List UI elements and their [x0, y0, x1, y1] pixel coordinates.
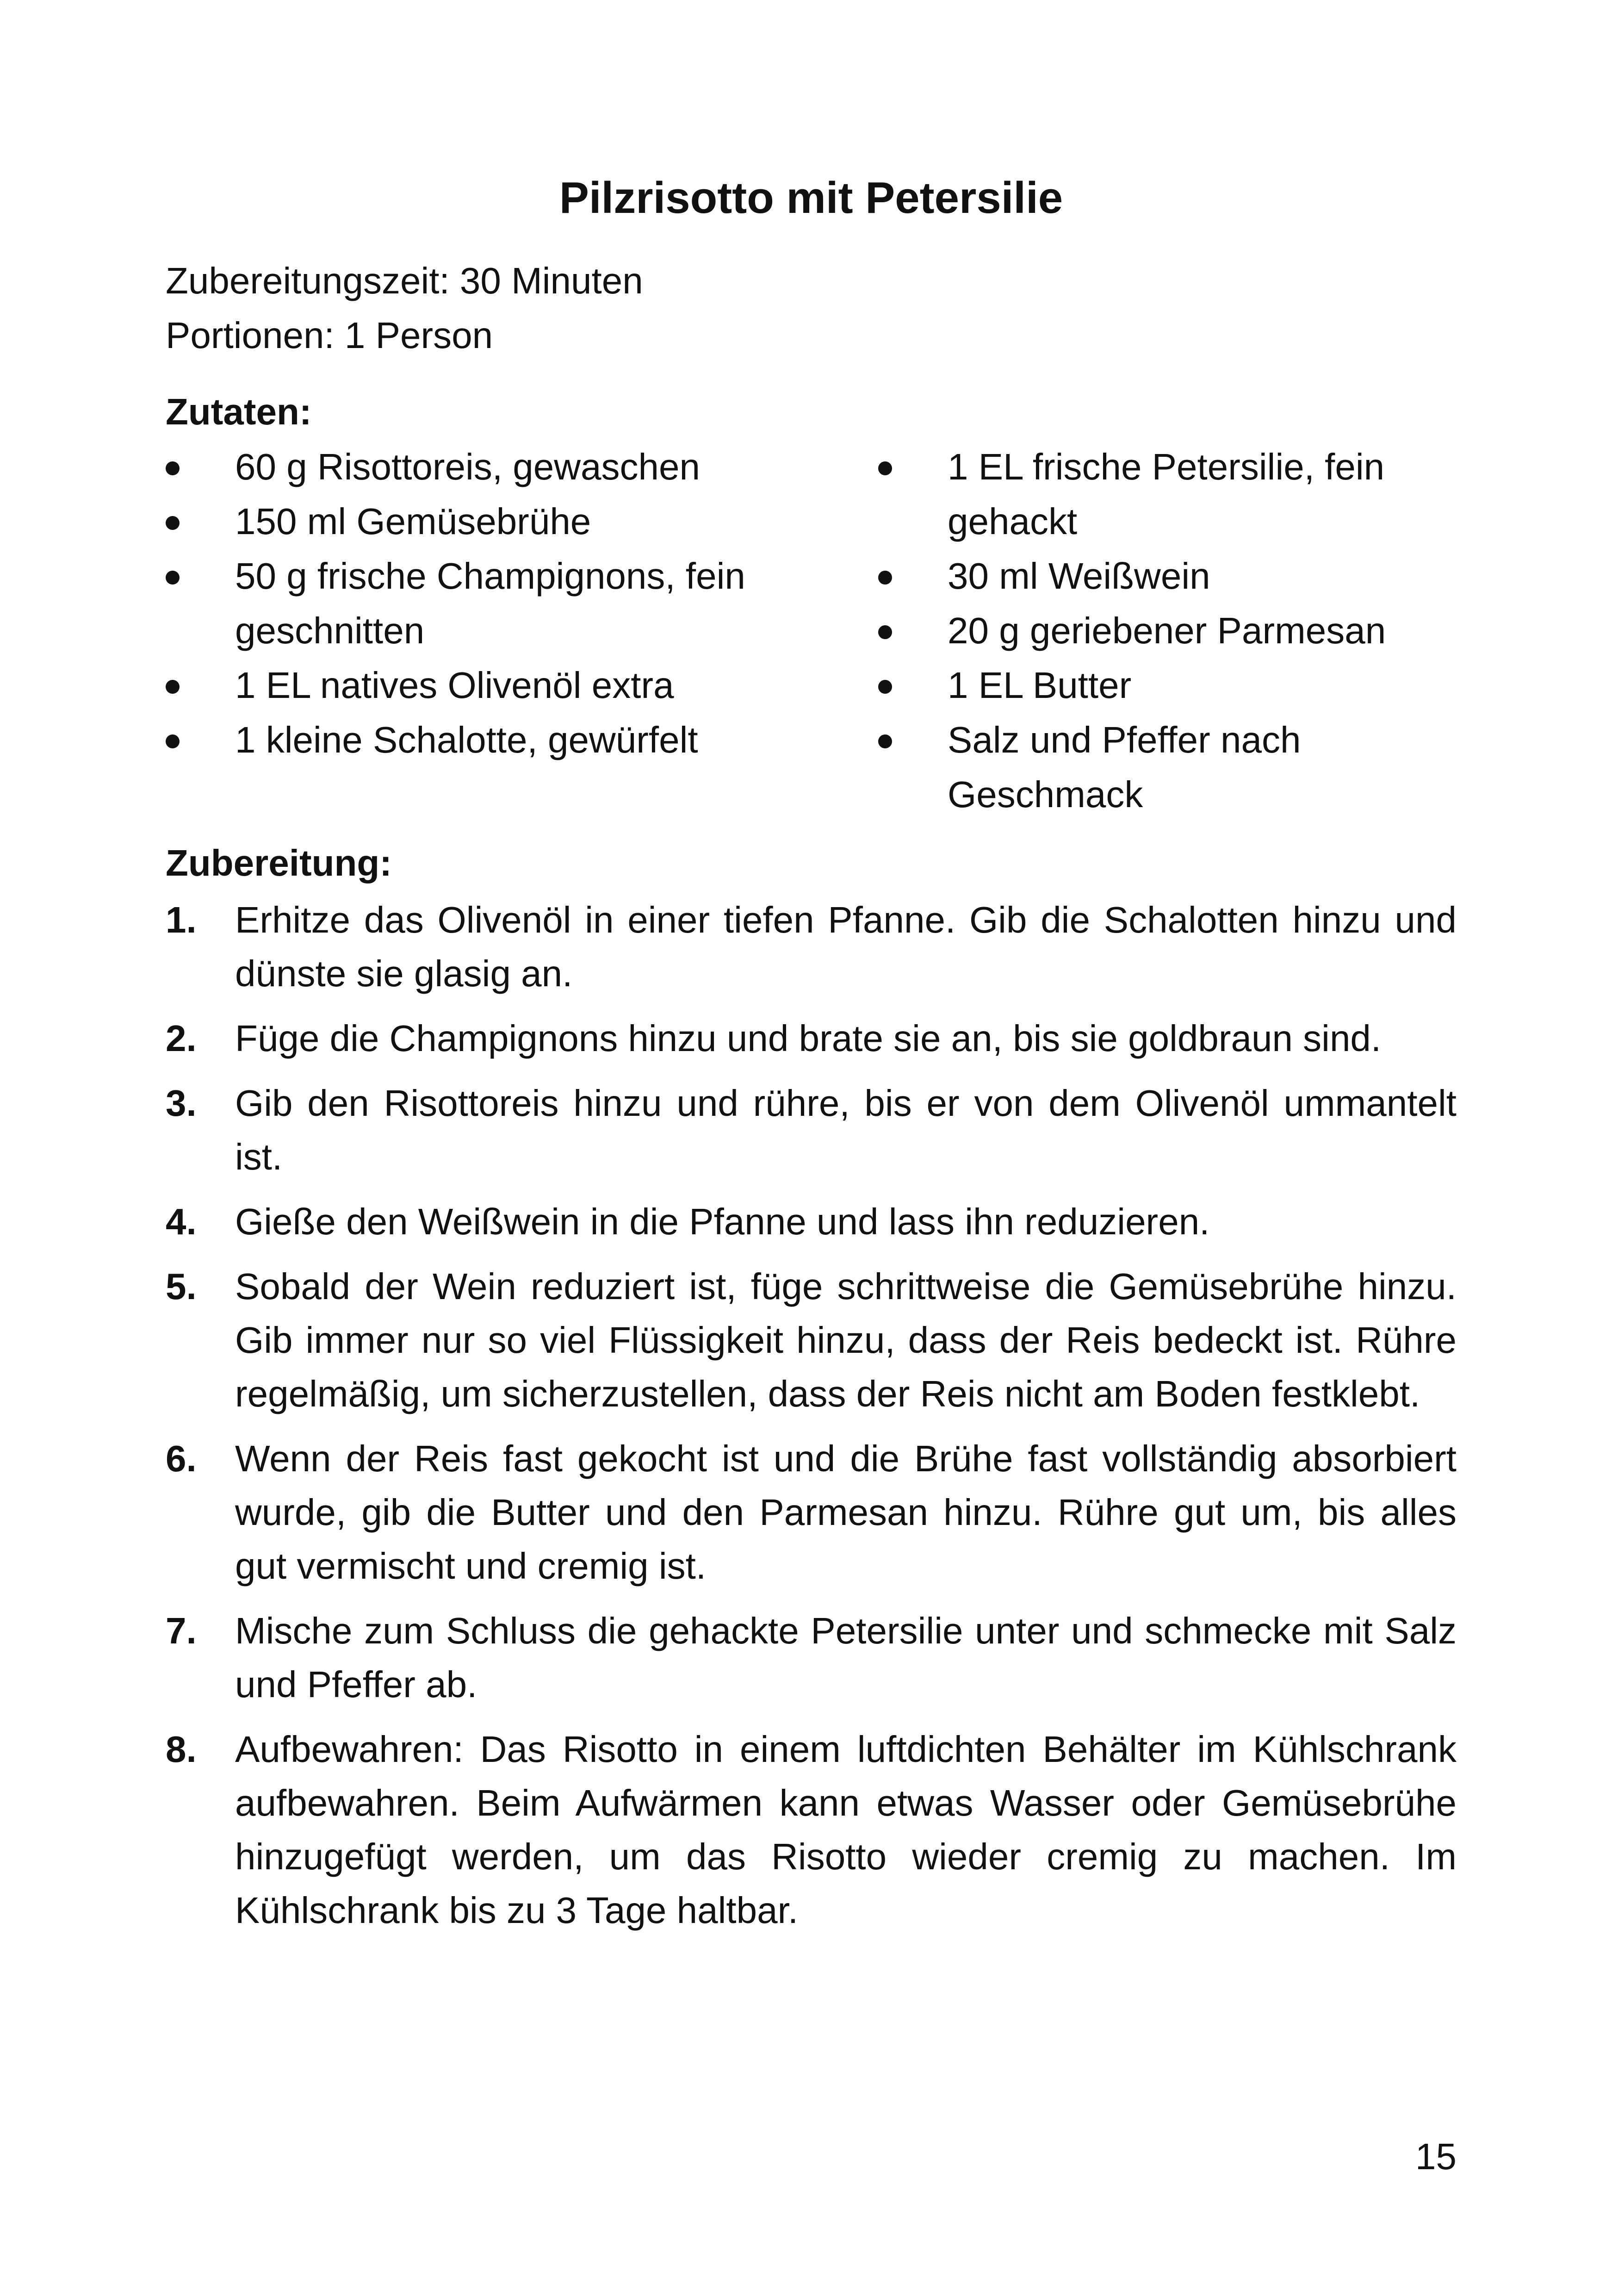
step-number: 8. [166, 1729, 197, 1770]
ingredients-list-left [166, 440, 767, 767]
step-number: 4. [166, 1201, 197, 1242]
step-text: Füge die Champignons hinzu und brate sie an, bis sie goldbraun sind. [235, 1018, 1382, 1059]
recipe-title: Pilzrisotto mit Petersilie [559, 173, 1063, 223]
step-item [166, 1076, 1457, 1184]
recipe-meta [166, 254, 643, 363]
step-number: 3. [166, 1083, 197, 1124]
recipe-page [166, 0, 1457, 2296]
ingredient-item: 30 ml Weißwein [878, 549, 1457, 604]
ingredient-item: 1 EL frische Petersilie, fein gehackt [878, 440, 1457, 549]
step-text: Aufbewahren: Das Risotto in einem luftdichten Behälter im Kühlschrank aufbewahren. Beim Aufwärmen kann etwas Wasser oder Gemüsebrühe hinzugefügt werden, um das Risotto wieder cremig zu machen. Im Kühlschrank bis zu 3 Tage haltbar. [235, 1729, 1457, 1931]
ingredient-item: 20 g geriebener Parmesan [878, 604, 1457, 658]
step-item [166, 1260, 1457, 1421]
step-text: Sobald der Wein reduziert ist, füge schrittweise die Gemüsebrühe hinzu. Gib immer nur so viel Flüssigkeit hinzu, dass der Reis bedeckt ist. Rühre regelmäßig, um sicherzustellen, dass der Reis nicht am Boden festklebt. [235, 1266, 1457, 1414]
step-text: Gib den Risottoreis hinzu und rühre, bis er von dem Olivenöl ummantelt ist. [235, 1083, 1457, 1177]
ingredient-item: 150 ml Gemüsebrühe [166, 494, 767, 549]
step-text: Erhitze das Olivenöl in einer tiefen Pfanne. Gib die Schalotten hinzu und dünste sie glasig an. [235, 899, 1457, 994]
preparation-heading: Zubereitung: [166, 842, 392, 884]
step-item [166, 1012, 1457, 1065]
ingredient-item: 60 g Risottoreis, gewaschen [166, 440, 767, 494]
page-number: 15 [1415, 2136, 1457, 2177]
ingredients-heading: Zutaten: [166, 391, 312, 432]
step-text: Gieße den Weißwein in die Pfanne und lass ihn reduzieren. [235, 1201, 1210, 1242]
ingredient-item: 1 EL Butter [878, 658, 1457, 713]
ingredient-item: 1 EL natives Olivenöl extra [166, 658, 767, 713]
step-number: 5. [166, 1266, 197, 1307]
step-number: 7. [166, 1610, 197, 1651]
ingredient-item: Salz und Pfeffer nach Geschmack [878, 713, 1457, 822]
step-item [166, 1604, 1457, 1711]
prep-time: Zubereitungszeit: 30 Minuten [166, 260, 643, 301]
step-number: 1. [166, 899, 197, 940]
step-text: Wenn der Reis fast gekocht ist und die Brühe fast vollständig absorbiert wurde, gib die Butter und den Parmesan hinzu. Rühre gut um, bis alles gut vermischt und cremig ist. [235, 1438, 1457, 1587]
step-item [166, 1723, 1457, 1937]
preparation-steps [166, 893, 1457, 1948]
step-number: 2. [166, 1018, 197, 1059]
step-item [166, 893, 1457, 1001]
portions: Portionen: 1 Person [166, 315, 493, 356]
ingredient-item: 50 g frische Champignons, fein geschnitten [166, 549, 767, 658]
step-number: 6. [166, 1438, 197, 1479]
step-text: Mische zum Schluss die gehackte Petersilie unter und schmecke mit Salz und Pfeffer ab. [235, 1610, 1457, 1705]
step-item [166, 1432, 1457, 1593]
step-item [166, 1195, 1457, 1249]
ingredients-list-right [878, 440, 1457, 822]
ingredient-item: 1 kleine Schalotte, gewürfelt [166, 713, 767, 767]
